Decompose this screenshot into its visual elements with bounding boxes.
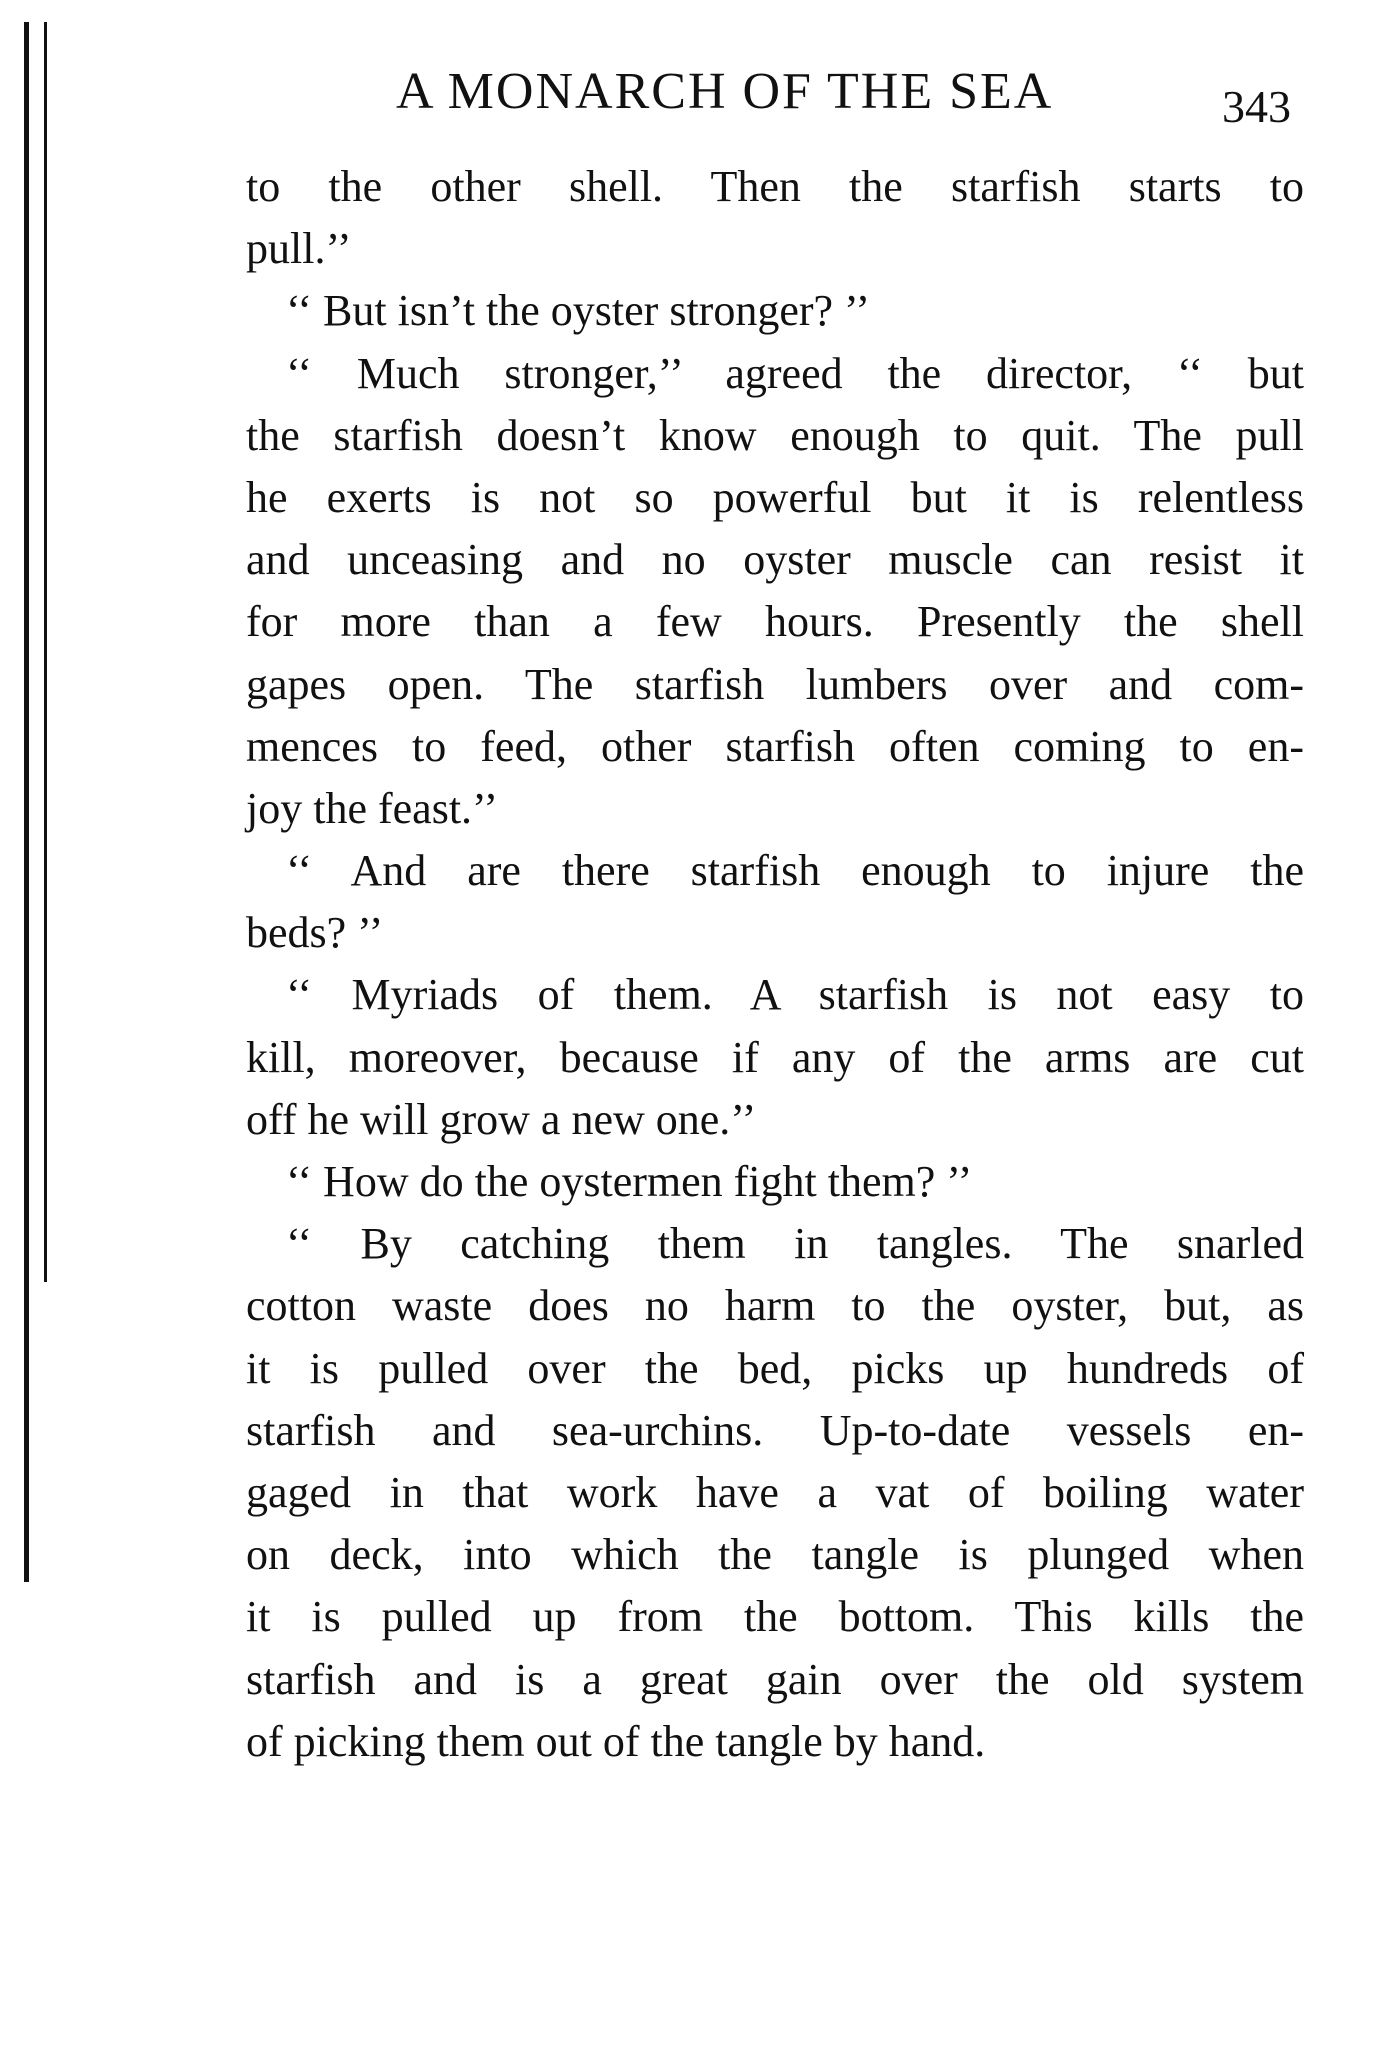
page-number: 343 — [1222, 81, 1291, 132]
text-line: starfish and is a great gain over the old system — [246, 1654, 1304, 1704]
text-line: mences to feed, other starfish often coming to en- — [246, 721, 1304, 771]
text-line: ‘‘ By catching them in tangles. The snarled — [286, 1219, 1304, 1269]
text-line: beds? ’’ — [246, 908, 384, 958]
text-line: pull.’’ — [246, 224, 352, 274]
text-line: to the other shell. Then the starfish starts to — [246, 162, 1304, 211]
text-line: starfish and sea-urchins. Up-to-date vessels en- — [246, 1405, 1304, 1455]
text-line: ‘‘ And are there starfish enough to injure the — [286, 846, 1304, 896]
text-line: ‘‘ Myriads of them. A starfish is not easy to — [286, 970, 1304, 1020]
text-line: kill, moreover, because if any of the arms are cut — [246, 1032, 1304, 1082]
text-line: on deck, into which the tangle is plunged when — [246, 1530, 1304, 1580]
running-head-title: A MONARCH OF THE SEA — [396, 63, 1054, 120]
binding-edge-rule — [24, 22, 29, 1582]
text-line: gapes open. The starfish lumbers over and com- — [246, 659, 1304, 709]
text-line: and unceasing and no oyster muscle can resist it — [246, 535, 1304, 585]
binding-inner-rule — [44, 22, 47, 1282]
text-line: ‘‘ Much stronger,’’ agreed the director, ‘‘ but — [286, 348, 1304, 398]
text-line: the starfish doesn’t know enough to quit. The pull — [246, 410, 1304, 460]
text-line: joy the feast.’’ — [246, 783, 499, 833]
text-line: ‘‘ But isn’t the oyster stronger? ’’ — [286, 286, 871, 336]
text-line: of picking them out of the tangle by hand. — [246, 1716, 986, 1766]
text-line: for more than a few hours. Presently the shell — [246, 597, 1304, 647]
text-line: gaged in that work have a vat of boiling water — [246, 1467, 1304, 1517]
text-line: he exerts is not so powerful but it is relentless — [246, 472, 1304, 522]
text-line: cotton waste does no harm to the oyster, but, as — [246, 1281, 1304, 1331]
text-line: off he will grow a new one.’’ — [246, 1094, 757, 1144]
text-line: it is pulled over the bed, picks up hundreds of — [246, 1343, 1304, 1393]
text-line: ‘‘ How do the oystermen fight them? ’’ — [286, 1157, 973, 1206]
body-text — [246, 156, 1304, 1773]
text-line: it is pulled up from the bottom. This kills the — [246, 1592, 1304, 1642]
